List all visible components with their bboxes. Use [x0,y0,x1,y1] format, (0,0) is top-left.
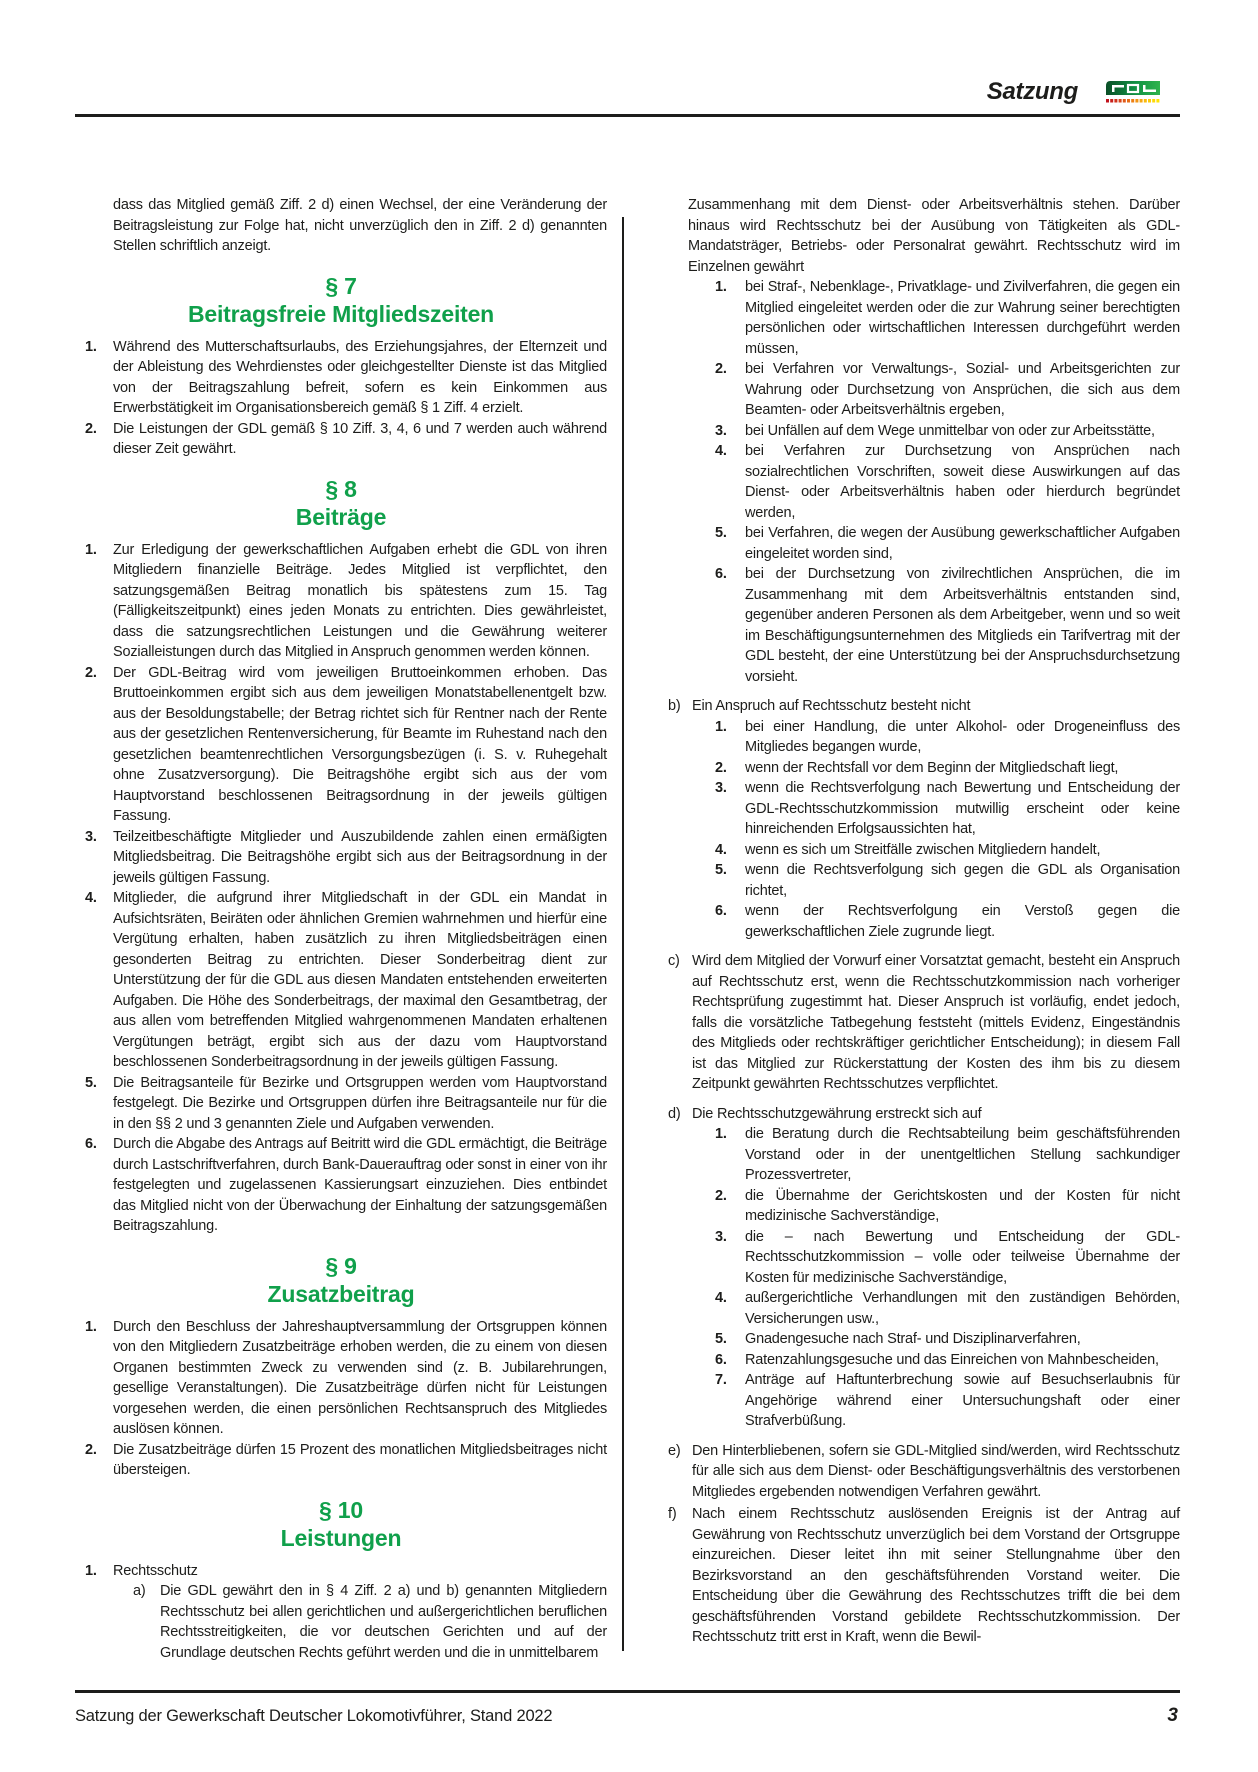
letter-item-b [641,696,1180,717]
letter-b-sublist [641,717,1180,943]
numbered-item [641,1288,1180,1329]
page-content [75,0,1180,1663]
item-text: die Beratung durch die Rechtsabteilung beim geschäftsführenden Vorstand oder in der unentgeltlichen Stellung sachkundiger Prozessvertreter, [745,1126,1180,1183]
section-title: Beiträge [295,503,387,530]
item-text: bei Verfahren, die wegen der Ausübung gewerkschaftlicher Aufgaben eingeleitet worden sind, [745,525,1180,562]
section-number: § 10 [319,1496,363,1523]
item-number: 2. [715,1187,727,1204]
footer-row [75,1693,1180,1727]
item-number: 6. [715,903,727,919]
item-text: Gnadengesuche nach Straf- und Disziplinarverfahren, [745,1331,1081,1347]
column-divider [622,217,624,1651]
item-number: 6. [85,1136,97,1152]
item-number: 5. [715,862,727,878]
letter-d-sublist [641,1124,1180,1432]
item-text: wenn die Rechtsverfolgung nach Bewertung und Entscheidung der GDL-Rechtsschutzkommission mutwillig erscheint oder keine hinreichenden Erfolgsaussichten hat, [745,780,1180,837]
item-text: Die Leistungen der GDL gemäß § 10 Ziff. 3, 4, 6 und 7 werden auch während dieser Zeit gewährt. [113,420,607,457]
item-number: 1. [715,718,727,735]
numbered-item-rechtsschutz [75,1561,607,1582]
section-number: § 8 [325,475,357,502]
item-number: 3. [715,780,727,796]
numbered-item [641,717,1180,758]
item-number: 3. [715,1228,727,1245]
numbered-item [75,1073,607,1135]
letter-item-a [75,1581,607,1663]
letter-item-c [641,951,1180,1095]
item-number: 1. [715,1126,727,1142]
item-number: 4. [715,841,727,858]
item-number: 4. [715,1290,727,1306]
gdl-logo-graphic [1104,80,1162,106]
numbered-item [641,441,1180,523]
item-text: bei Verfahren zur Durchsetzung von Ansprüchen nach sozialrechtlichen Vorschriften, soweit diese Auswirkungen auf das Dienst- oder Arbeitsverhältnis haben oder hierdurch begründet werden, [745,443,1180,521]
item-text: bei Unfällen auf dem Wege unmittelbar von oder zur Arbeitsstätte, [745,422,1155,439]
item-number: 2. [85,420,97,437]
item-text: Mitglieder, die aufgrund ihrer Mitgliedschaft in der GDL ein Mandat in Aufsichtsräten, Beiräten oder ähnlichen Gremien wahrnehmen und hierfür eine Vergütung erhalten, haben zusätzlich zu ihren Mitgliedsbeiträgen einen gesonderten Beitrag zu entrichten. Dieser Sonderbeitrag dient zur Unterstützung der für die GDL aus diesen Mandaten entstehenden erweiterten Aufgaben. Die Höhe des Sonderbeitrags, der maximal den Gesamtbetrag, der aus allen vom betreffenden Mitglied wahrgenommenen Mandaten erhaltenen Vergütungen beträgt, ergibt sich aus der dazu vom Hauptvorstand beschlossenen Sonderbeitragsordnung in der jeweils gültigen Fassung. [113,890,607,1070]
column-left [75,195,607,1663]
item-number: 1. [85,338,97,355]
numbered-item [75,1134,607,1237]
item-text: Anträge auf Haftunterbrechung sowie auf Besuchserlaubnis für Angehörige während einer Untersuchungshaft oder einer Strafverbüßung. [745,1372,1180,1429]
footer-document-title: Satzung der Gewerkschaft Deutscher Lokomotivführer, Stand 2022 [75,1707,553,1725]
numbered-item [75,1317,607,1440]
item-number: 2. [85,664,97,681]
column-right [641,195,1180,1663]
item-text: Die Rechtsschutzgewährung erstreckt sich auf [692,1105,982,1122]
letter-a-continuation: Zusammenhang mit dem Dienst- oder Arbeitsverhältnis stehen. Darüber hinaus wird Rechtsschutz bei der Ausübung von Tätigkeiten als GDL-Mandatsträger, Betriebs- oder Personalrat gewährt. Rechtsschutz wird im Einzelnen gewährt [688,197,1180,275]
item-text: Den Hinterbliebenen, sofern sie GDL-Mitglied sind/werden, wird Rechtsschutz für alle sich aus dem Dienst- oder Beschäftigungsverhältnis des verstorbenen Mitgliedes ergebenden notwendigen Verfahren gewährt. [692,1442,1180,1500]
item-text: Während des Mutterschaftsurlaubs, des Erziehungsjahres, der Elternzeit und der Ableistung des Wehrdienstes oder gleichgestellter Dienste ist das Mitglied von der Beitragszahlung befreit, sofern es kein Einkommen aus Erwerbstätigkeit im Organisationsbereich gemäß § 1 Ziff. 4 erzielt. [113,338,607,416]
item-text: Durch den Beschluss der Jahreshauptversammlung der Ortsgruppen können von den Mitgliedern Zusatzbeiträge erhoben werden, die zu einem von diesen Organen bestimmten Zweck zu verwenden sind (z. B. Jubilarehrungen, gesellige Veranstaltungen). Die Zusatzbeiträge dürfen nicht für Leistungen vorgesehen werden, die einen persönlichen Rechtsanspruch des Mitgliedes auslösen können. [113,1318,607,1437]
item-text: Der GDL-Beitrag wird vom jeweiligen Bruttoeinkommen erhoben. Das Bruttoeinkommen ergibt sich aus dem jeweiligen Monatstabellenentgelt bzw. aus der Besoldungstabelle; der Betrag richtet sich für Rentner nach der Rente aus der gesetzlichen Rentenversicherung, für Beamte im Ruhestand nach den gesetzlichen beamtenrechtlichen Versorgungsbezügen (i. S. v. Ruhegehalt ohne Zusatzversorgung). Die Beitragshöhe ergibt sich aus der vom Hauptvorstand beschlossenen Beitragsordnung in der jeweils gültigen Fassung. [113,664,607,824]
section-heading-10 [75,1496,607,1552]
numbered-item [641,523,1180,564]
numbered-item [641,1124,1180,1186]
numbered-item [641,564,1180,687]
letter-item-e [641,1441,1180,1503]
item-number: 4. [85,890,97,906]
section9-list [75,1317,607,1481]
item-number: 5. [715,525,727,541]
section-title: Zusatzbeitrag [267,1280,415,1307]
item-number: 2. [715,759,727,776]
numbered-item [75,663,607,827]
item-number: 1. [715,279,727,295]
page-number: 3 [1167,1705,1178,1726]
numbered-item [75,419,607,460]
header-rule [75,114,1180,117]
numbered-item [641,359,1180,421]
item-letter: e) [668,1442,681,1459]
item-number: 1. [85,1562,97,1579]
numbered-item [641,840,1180,861]
item-text: wenn der Rechtsverfolgung ein Verstoß gegen die gewerkschaftlichen Ziele zugrunde liegt. [745,903,1180,940]
item-letter: f) [668,1506,677,1522]
section-number: § 9 [325,1252,357,1279]
continuation-paragraph: dass das Mitglied gemäß Ziff. 2 d) einen Wechsel, der eine Veränderung der Beitragsleistung zur Folge hat, nicht unverzüglich den in Ziff. 2 d) genannten Stellen schriftlich anzeigt. [113,197,607,254]
item-text: die Übernahme der Gerichtskosten und der Kosten für nicht medizinische Sachverständige, [745,1187,1180,1224]
item-text: Zur Erledigung der gewerkschaftlichen Aufgaben erhebt die GDL von ihren Mitgliedern finanzielle Beiträge. Jedes Mitglied ist verpflichtet, den satzungsgemäßen Beitrag monatlich bis spätestens zum 15. Tag (Fälligkeitszeitpunkt) eines jeden Monats zu entrichten. Dies gewährleistet, dass die satzungsrechtlichen Leistungen und die Gewährung weiterer Sozialleistungen durch das Mitglied in Anspruch genommen werden können. [113,541,607,660]
numbered-item [641,1350,1180,1371]
item-number: 6. [715,566,727,582]
item-number: 7. [715,1372,727,1388]
item-number: 3. [85,828,97,845]
section-title: Beitragsfreie Mitgliedszeiten [187,300,495,327]
item-number: 6. [715,1351,727,1368]
numbered-item [641,1370,1180,1432]
numbered-item [641,277,1180,359]
numbered-item [75,337,607,419]
item-text: Durch die Abgabe des Antrags auf Beitritt wird die GDL ermächtigt, die Beiträge durch Lastschriftverfahren, durch Bank-Dauerauftrag oder sonst in einer von ihr festgelegten und zugelassenen Kassierungsart einzuziehen. Dies entbindet das Mitglied nicht von der Überwachung der Einhaltung der satzungsgemäßen Beitragszahlung. [113,1136,607,1234]
item-text: bei der Durchsetzung von zivilrechtlichen Ansprüchen, die im Zusammenhang mit dem Arbeitsverhältnis entstanden sind, gegenüber anderen Personen als dem Arbeitgeber, wenn und so weit im Beschäftigungsunternehmen des Mitglieds ein Tarifvertrag mit der GDL besteht, der eine Unterstützung bei der Anspruchsdurchsetzung vorsieht. [745,566,1180,685]
item-letter: b) [668,698,681,714]
item-text: Teilzeitbeschäftigte Mitglieder und Auszubildende zahlen einen ermäßigten Mitgliedsbeitrag. Die Beitragshöhe ergibt sich aus der Beitragsordnung in der jeweils gültigen Fassung. [113,828,607,886]
numbered-item [641,1329,1180,1350]
letter-item-f [641,1504,1180,1648]
item-letter: d) [668,1105,681,1122]
item-text: wenn der Rechtsfall vor dem Beginn der Mitgliedschaft liegt, [745,759,1119,776]
item-number: 2. [85,1441,97,1458]
item-text: bei Straf-, Nebenklage-, Privatklage- und Zivilverfahren, die gegen ein Mitglied eingeleitet werden oder die zur Wahrung seiner berechtigten persönlichen oder wirtschaftlichen Interessen durchgeführt werden müssen, [745,279,1180,357]
numbered-item [641,421,1180,442]
numbered-item [75,1440,607,1481]
item-text: Die GDL gewährt den in § 4 Ziff. 2 a) und b) genannten Mitgliedern Rechtsschutz bei allen gerichtlichen und außergerichtlichen beruflichen Rechtsstreitigkeiten, die vor deutschen Gerichten und auf der Grundlage deutschen Rechts geführt werden und die in unmittelbarem [160,1583,607,1661]
section-heading-8 [75,475,607,531]
item-text: Rechtsschutz [113,1562,198,1579]
header-title: Satzung [986,78,1078,105]
section7-list [75,337,607,460]
item-number: 4. [715,443,727,459]
numbered-item [75,827,607,889]
item-number: 1. [85,1318,97,1335]
item-text: wenn es sich um Streitfälle zwischen Mitgliedern handelt, [745,841,1101,858]
item-text: bei einer Handlung, die unter Alkohol- oder Drogeneinfluss des Mitgliedes begangen wurde, [745,718,1180,755]
item-text: Wird dem Mitglied der Vorwurf einer Vorsatztat gemacht, besteht ein Anspruch auf Rechtsschutz erst, wenn die Rechtsschutzkommission nach vorheriger Rechtsprüfung zugestimmt hat. Dieser Anspruch ist vorläufig, endet jedoch, falls die vorsätzliche Tatbegehung feststeht (mittels Evidenz, Eingeständnis des Mitglieds oder rechtskräftiger gerichtlicher Entscheidung); in diesem Fall ist das Mitglied zur Rückerstattung der Kosten des ihm bis zu diesem Zeitpunkt gewährten Rechtsschutzes verpflichtet. [692,953,1180,1092]
numbered-item [641,758,1180,779]
item-number: 5. [715,1331,727,1347]
section-title: Leistungen [280,1524,402,1551]
item-number: 5. [85,1074,97,1091]
item-number: 1. [85,541,97,558]
two-column-body [75,195,1180,1663]
numbered-item [75,540,607,663]
section8-list [75,540,607,1237]
letter-a-sublist [641,277,1180,687]
item-letter: a) [133,1583,146,1599]
item-text: die – nach Bewertung und Entscheidung der GDL-Rechtsschutzkommission – volle oder teilweise Übernahme der Kosten für medizinische Sachverständige, [745,1228,1180,1286]
item-text: Ratenzahlungsgesuche und das Einreichen von Mahnbescheiden, [745,1351,1159,1368]
section-number: § 7 [325,272,357,299]
item-number: 2. [715,361,727,377]
page-footer [75,1690,1180,1727]
item-text: bei Verfahren vor Verwaltungs-, Sozial- und Arbeitsgerichten zur Wahrung oder Durchsetzung von Ansprüchen, die sich aus dem Beamten- oder Arbeitsverhältnis ergeben, [745,361,1180,418]
numbered-item [75,888,607,1073]
item-text: außergerichtliche Verhandlungen mit den zuständigen Behörden, Versicherungen usw., [745,1290,1180,1327]
numbered-item [641,1227,1180,1289]
item-letter: c) [668,953,680,969]
item-text: Die Zusatzbeiträge dürfen 15 Prozent des monatlichen Mitgliedsbeitrages nicht übersteigen. [113,1441,607,1478]
item-text: Die Beitragsanteile für Bezirke und Ortsgruppen werden vom Hauptvorstand festgelegt. Die Bezirke und Ortsgruppen dürfen ihre Beitragsanteile nur für die in den §§ 2 und 3 genannten Ziele und Aufgaben verwenden. [113,1074,607,1132]
item-number: 3. [715,422,727,439]
item-text: Ein Anspruch auf Rechtsschutz besteht nicht [692,698,971,714]
section-heading-9 [75,1252,607,1308]
numbered-item [641,860,1180,901]
section-heading-7 [75,272,607,328]
numbered-item [641,901,1180,942]
item-text: wenn die Rechtsverfolgung sich gegen die GDL als Organisation richtet, [745,862,1180,899]
numbered-item [641,1186,1180,1227]
letter-item-d [641,1104,1180,1125]
item-text: Nach einem Rechtsschutz auslösenden Ereignis ist der Antrag auf Gewährung von Rechtsschutz unverzüglich bei dem Vorstand der Ortsgruppe einzureichen. Dieser leitet ihn mit seiner Stellungnahme über den Bezirksvorstand an den geschäftsführenden Vorstand weiter. Die Entscheidung über die Gewährung des Rechtsschutzes trifft die bei dem geschäftsführenden Vorstand gebildete Rechtsschutzkommission. Der Rechtsschutz tritt erst in Kraft, wenn die Bewil- [692,1506,1180,1645]
gdl-locomotive-logo [1104,80,1162,106]
numbered-item [641,778,1180,840]
page-header [75,66,1180,106]
